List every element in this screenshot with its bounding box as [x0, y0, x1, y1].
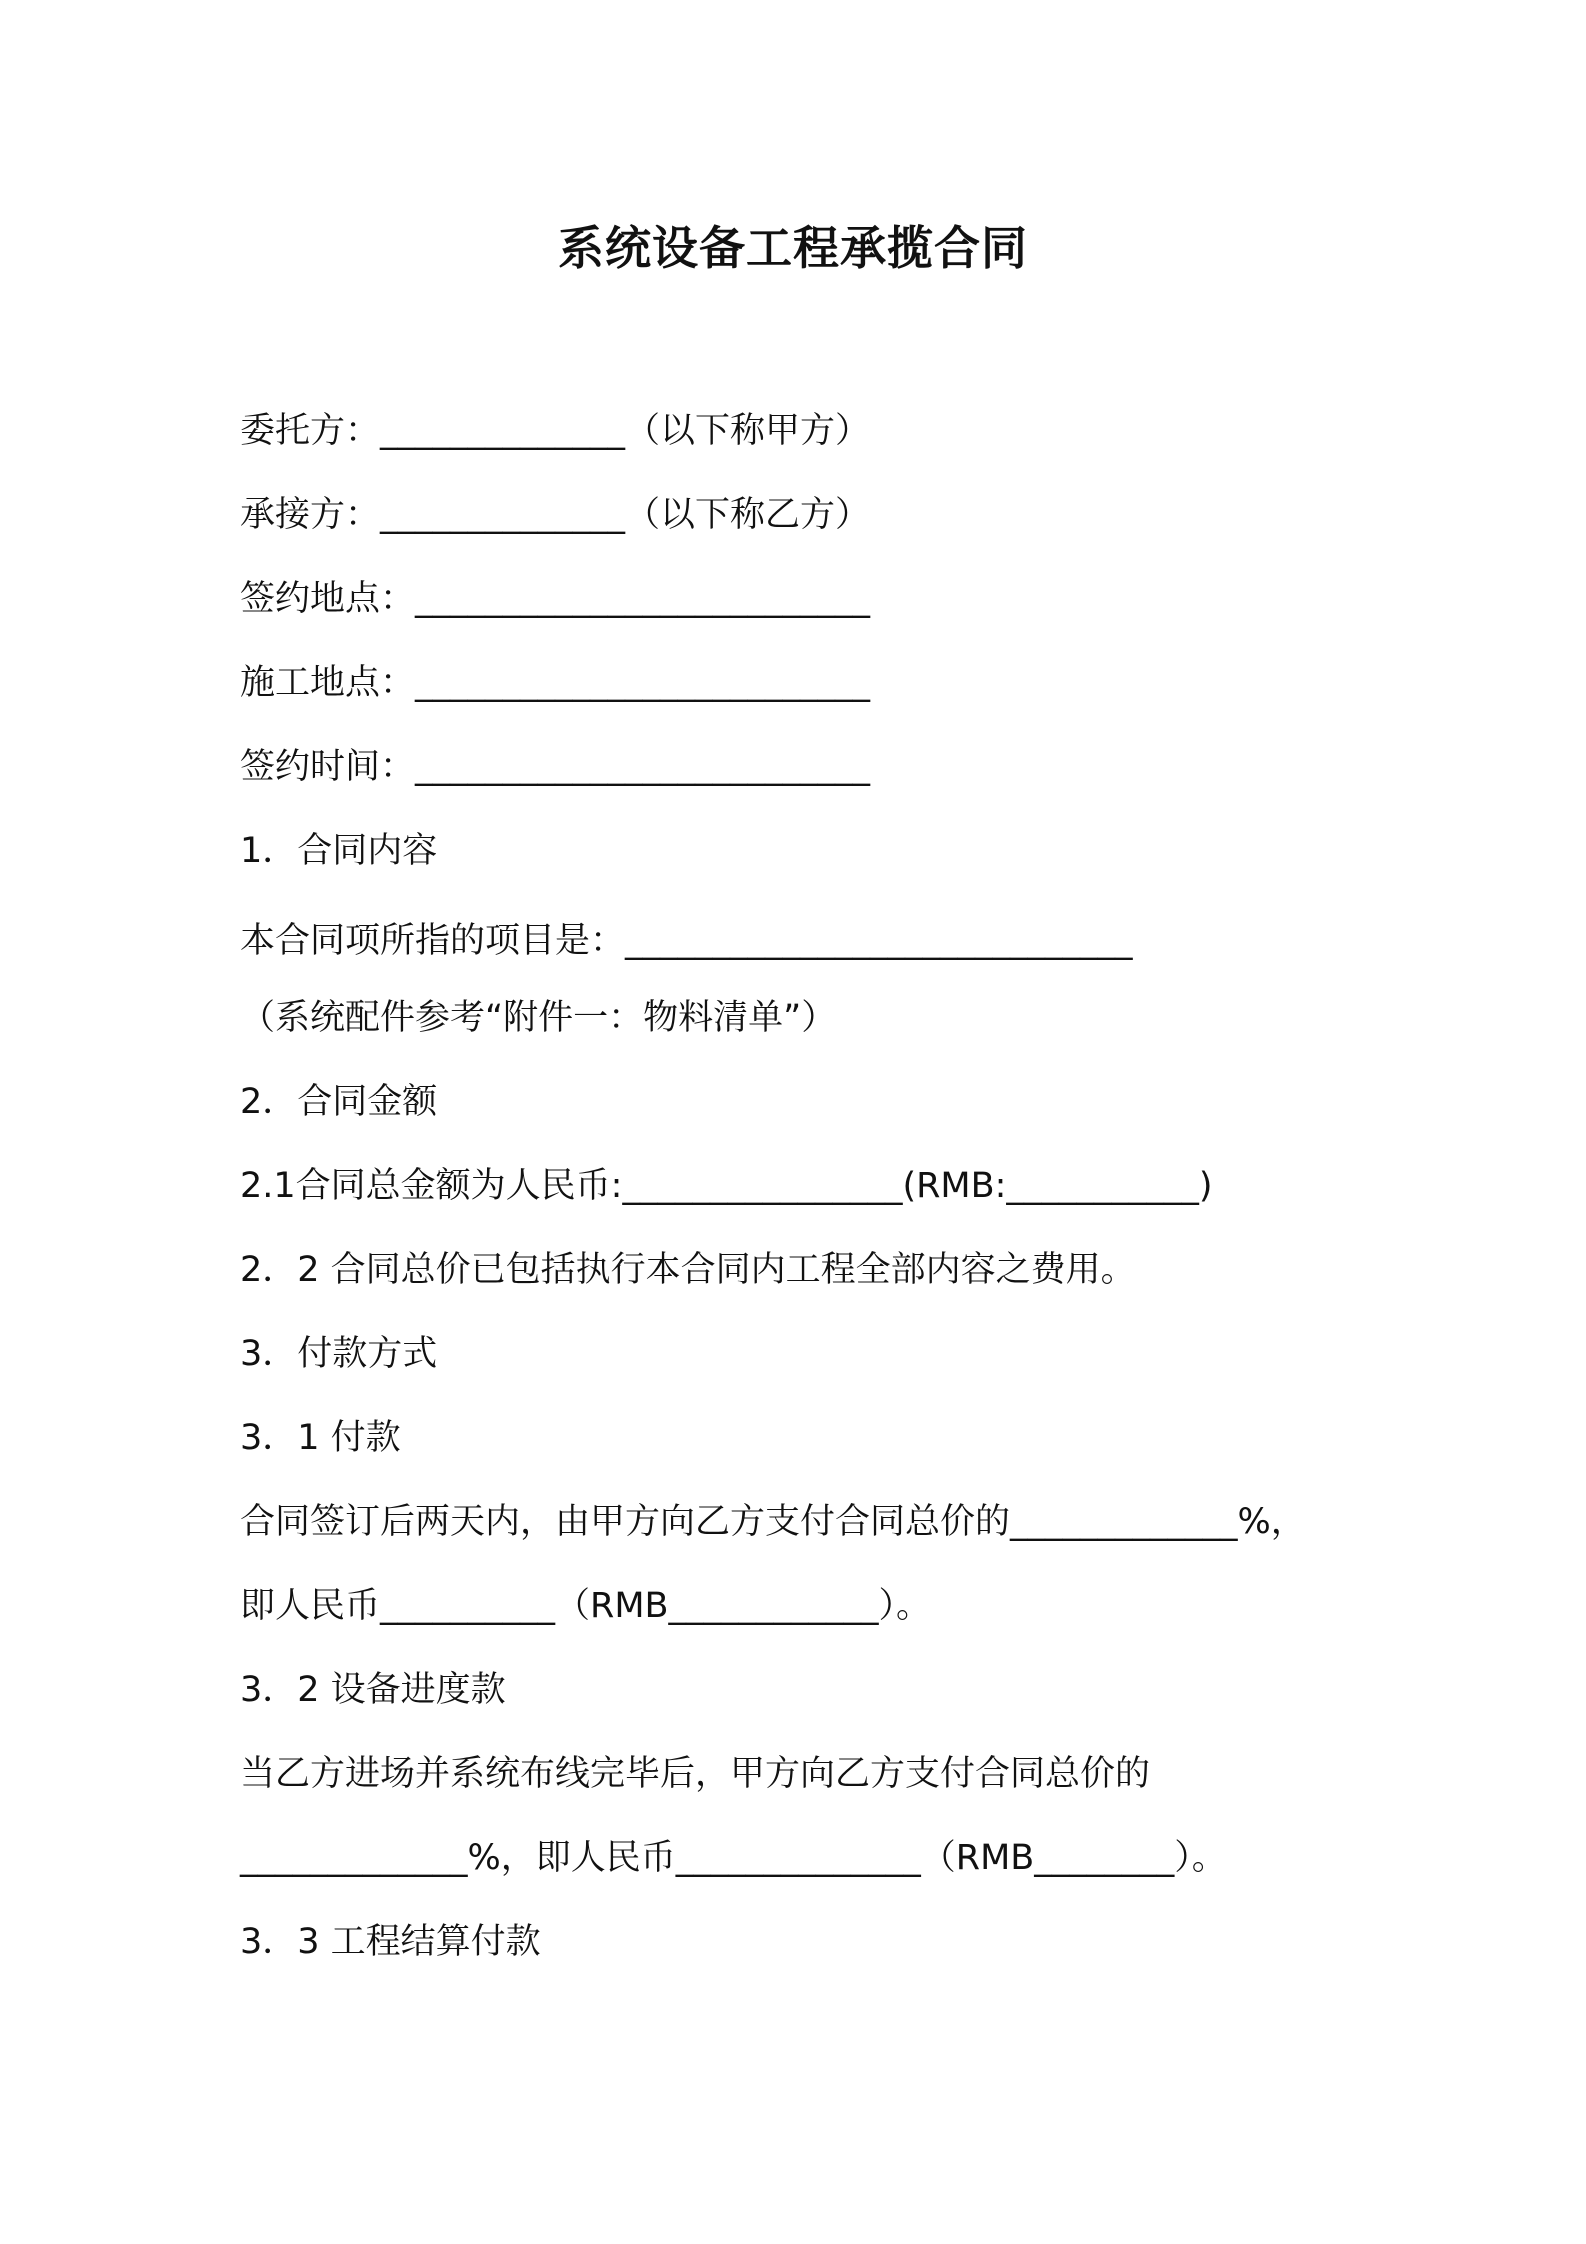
clause-3-2-heading: 3．2 设备进度款: [240, 1670, 506, 1710]
clause-3-2-text-1: 当乙方进场并系统布线完毕后，甲方向乙方支付合同总价的: [240, 1754, 1151, 1794]
section-3-heading: 3．付款方式: [240, 1334, 438, 1374]
section-2-heading: 2．合同金额: [240, 1082, 438, 1122]
signing-place-line: 签约地点：__________________________: [240, 579, 871, 619]
clause-2-1: 2.1合同总金额为人民币:________________(RMB:___________): [240, 1166, 1213, 1206]
project-line: 本合同项所指的项目是：_____________________________: [240, 921, 1133, 961]
contractor-party-line: 承接方：______________（以下称乙方）: [240, 495, 871, 535]
clause-3-3-heading: 3．3 工程结算付款: [240, 1922, 541, 1962]
client-party-line: 委托方：______________（以下称甲方）: [240, 411, 871, 451]
clause-3-1-heading: 3．1 付款: [240, 1418, 401, 1458]
construction-site-line: 施工地点：__________________________: [240, 663, 871, 703]
clause-3-1-text-1: 合同签订后两天内，由甲方向乙方支付合同总价的_____________%，: [240, 1502, 1306, 1542]
clause-3-1-text-2: 即人民币__________（RMB____________）。: [240, 1586, 932, 1626]
clause-3-2-text-2: _____________%，即人民币______________（RMB________）。: [240, 1838, 1227, 1878]
document-title: 系统设备工程承揽合同: [558, 221, 1028, 275]
parts-reference-line: （系统配件参考“附件一：物料清单”）: [240, 998, 837, 1038]
section-1-heading: 1．合同内容: [240, 831, 438, 871]
signing-time-line: 签约时间：__________________________: [240, 747, 871, 787]
clause-2-2: 2．2 合同总价已包括执行本合同内工程全部内容之费用。: [240, 1250, 1136, 1290]
